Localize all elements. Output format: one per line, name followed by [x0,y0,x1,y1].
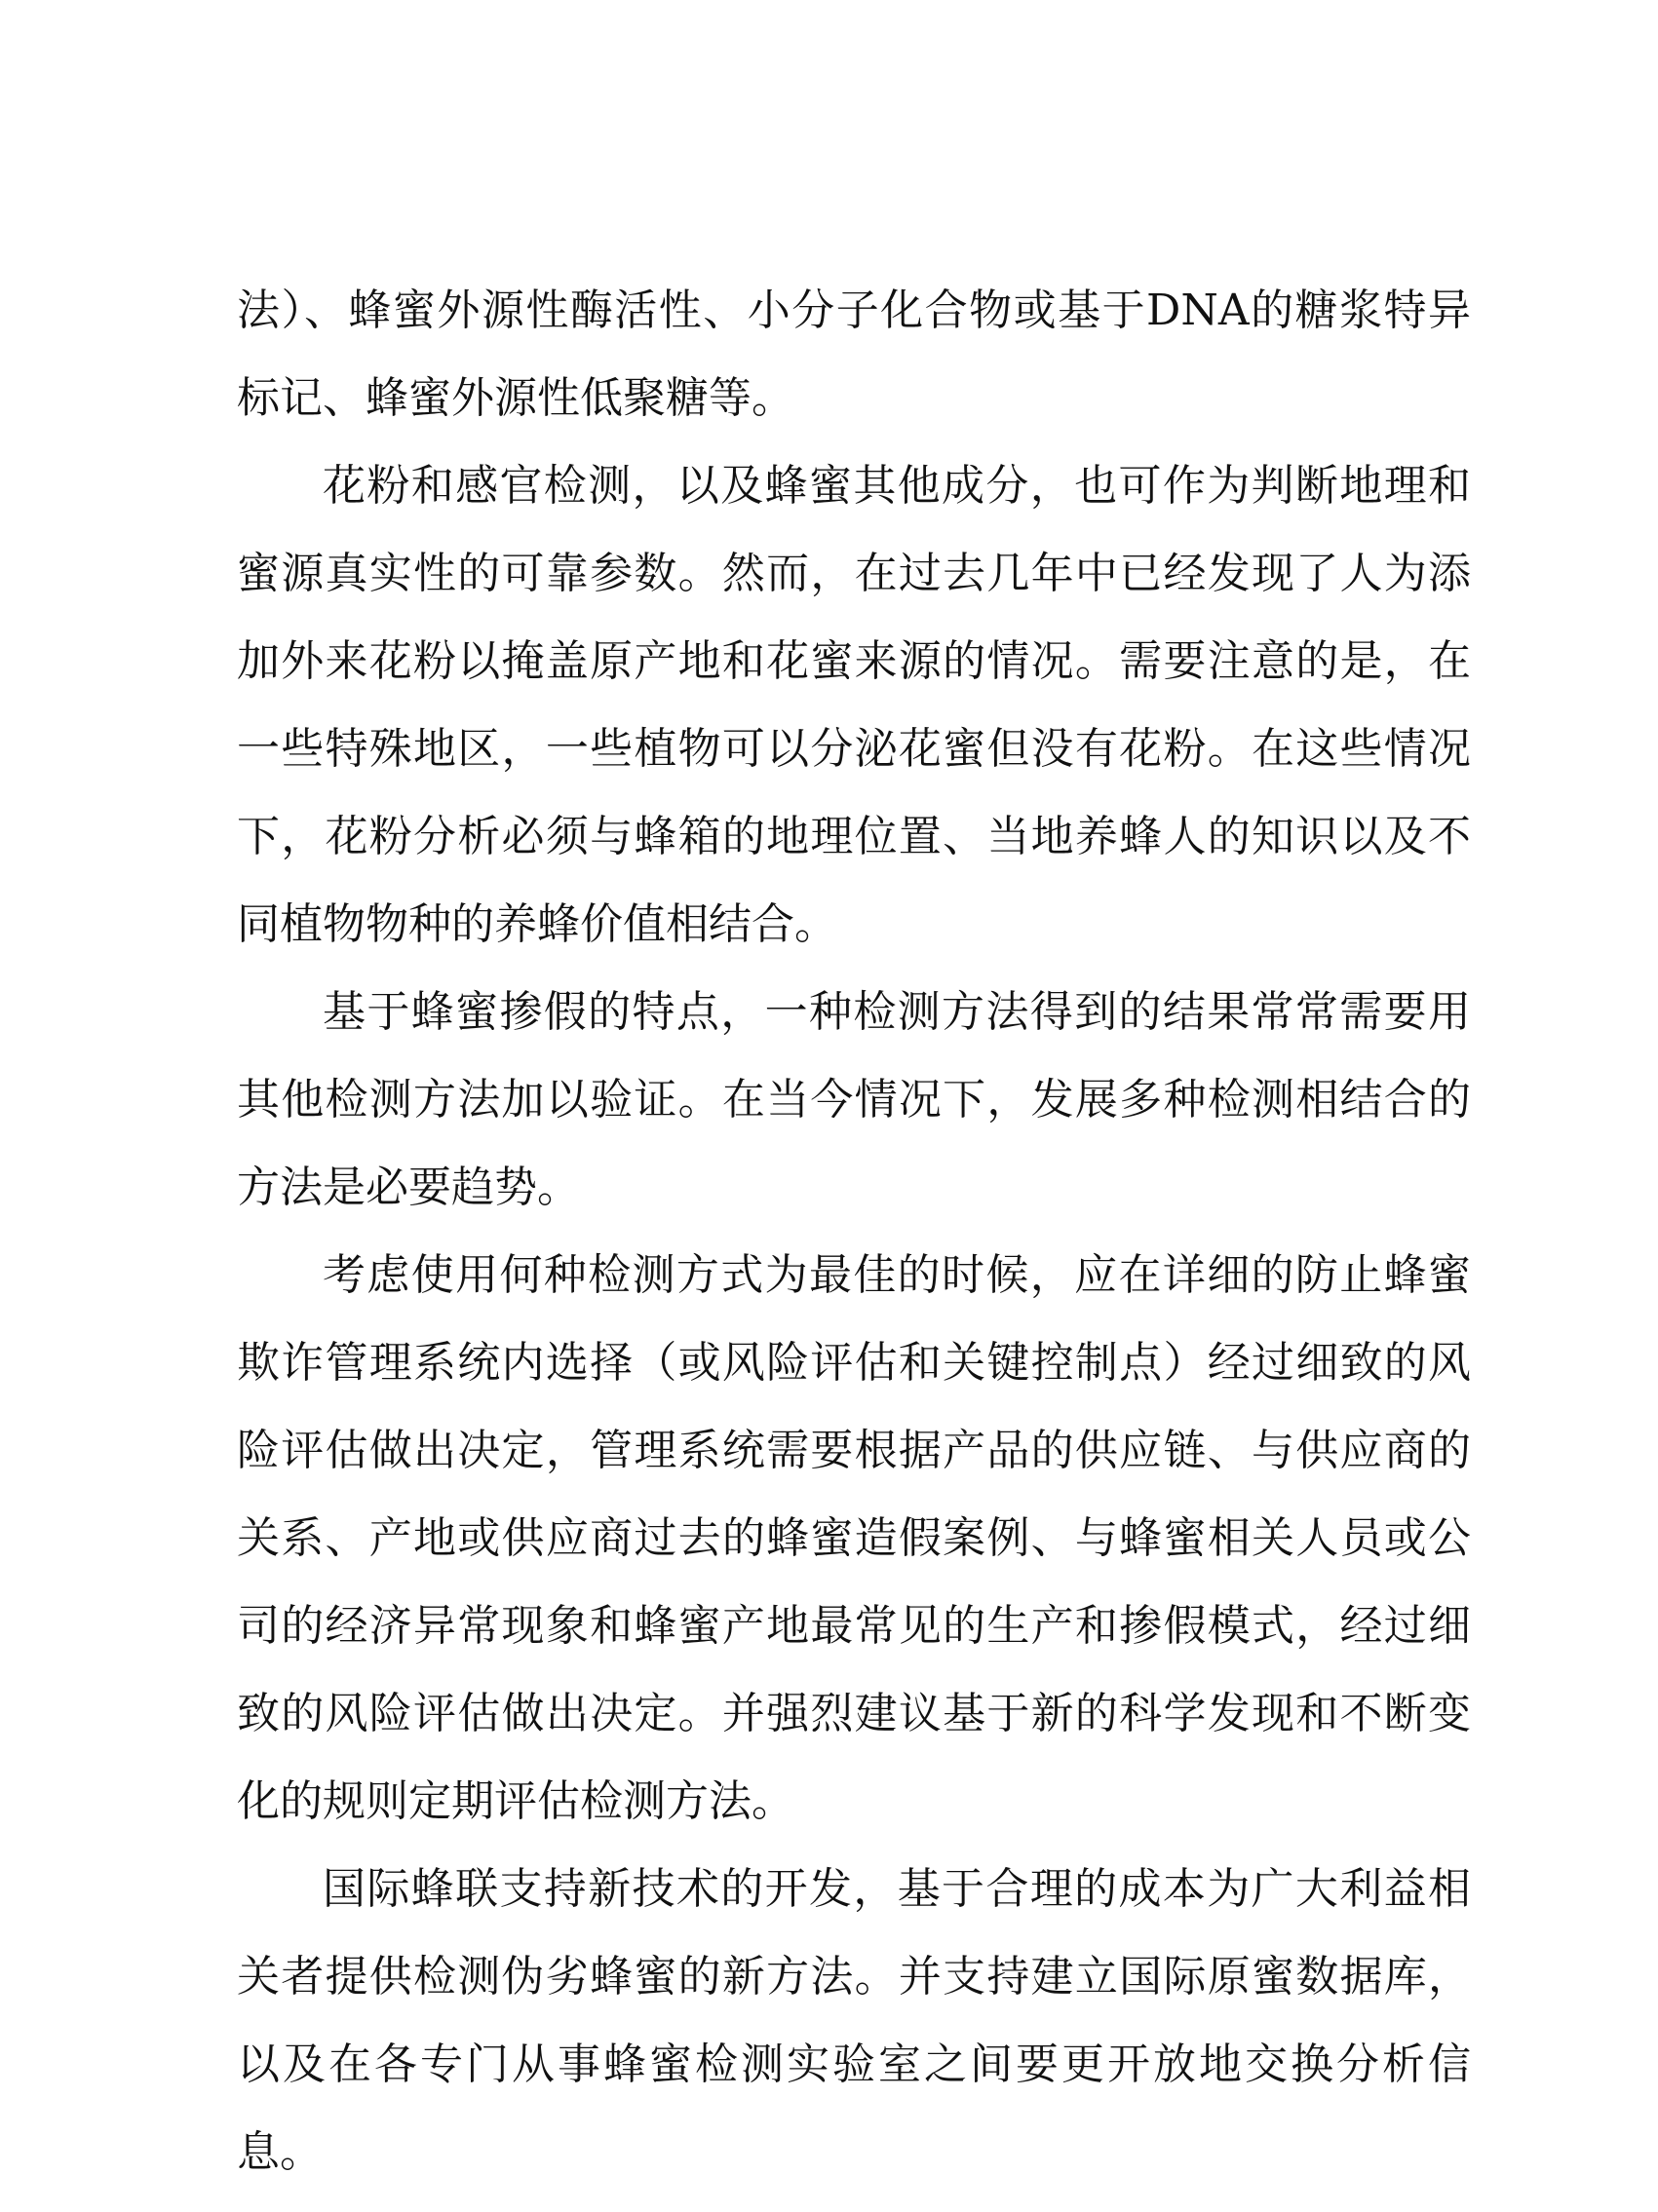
paragraph-continued: 法）、蜂蜜外源性酶活性、小分子化合物或基于DNA的糖浆特异标记、蜂蜜外源性低聚糖等。 [237,286,1471,423]
paragraph-apimondia-support: 国际蜂联支持新技术的开发，基于合理的成本为广大利益相关者提供检测伪劣蜂蜜的新方法。并支持建立国际原蜜数据库，以及在各专门从事蜂蜜检测实验室之间要更开放地交换分析信息。 [237,1864,1471,2177]
body-text [237,267,1471,2196]
paragraph-risk-assessment: 考虑使用何种检测方式为最佳的时候，应在详细的防止蜂蜜欺诈管理系统内选择（或风险评估和关键控制点）经过细致的风险评估做出决定，管理系统需要根据产品的供应链、与供应商的关系、产地或供应商过去的蜂蜜造假案例、与蜂蜜相关人员或公司的经济异常现象和蜂蜜产地最常见的生产和掺假模式，经过细致的风险评估做出决定。并强烈建议基于新的科学发现和不断变化的规则定期评估检测方法。 [237,1250,1471,1826]
paragraph-pollen-sensory: 花粉和感官检测，以及蜂蜜其他成分，也可作为判断地理和蜜源真实性的可靠参数。然而，在过去几年中已经发现了人为添加外来花粉以掩盖原产地和花蜜来源的情况。需要注意的是，在一些特殊地区，一些植物可以分泌花蜜但没有花粉。在这些情况下，花粉分析必须与蜂箱的地理位置、当地养蜂人的知识以及不同植物物种的养蜂价值相结合。 [237,461,1471,949]
paragraph-adulteration-verification: 基于蜂蜜掺假的特点，一种检测方法得到的结果常常需要用其他检测方法加以验证。在当今情况下，发展多种检测相结合的方法是必要趋势。 [237,987,1471,1212]
